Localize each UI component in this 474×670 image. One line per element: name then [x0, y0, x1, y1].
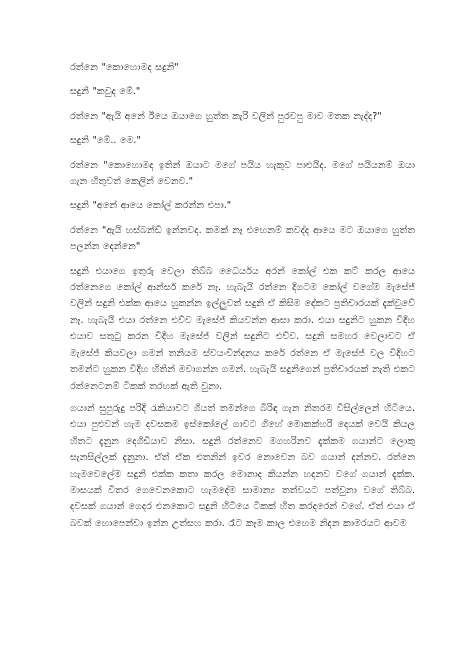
narrative-paragraph: සදුනි එයාගෙ ඉතුරු වෙලා තිබ්බ ධෛර්යය අරන් කෝල් එක කට් කරල ආයෙ රත්නෙගෙ කෝල් ආන්සර් කරේ නෑ. හැබැයි රත්නෙ දිගටම කෝල් වගේම මැසේජ් වලින් සදුනි එක්ක ආයෙ හුකන්න ඉල්ලුවත් සදුනි ඒ කිසිම දේකට ප්‍රතිචාරයක් දැක්වුවේ නෑ. හැබැයි එයා රත්නෙ එව්ව මැසේජ් කියවන්න ආසා කරා. එයා සදුනිට හුකන විදිහ එයාව සතුටු කරන විදිහ මැසේජ් වලින් සදුනිට එව්ව. සදුනි සමහර වෙලාවට ඒ මැසේජ් කියවලා ගමන් තනියම ස්වයංවින්දනය කරේ රත්නෙ ඒ මැසේජ් වල විදිහට තමන්ට හුකන විදිහ හිතින් මවාගන්න ගමන්. හැබැයි සදුනිගෙන් ප්‍රතිචාරයක් නැති එකට රත්නෙටනම් ටිකක් තරහක් ඇති වුනා. [70, 265, 415, 392]
dialogue-line: සදුනි "අනේ ආයෙ කෝල් කරන්න එපා." [70, 200, 232, 212]
document-page [70, 60, 415, 538]
dialogue-line: සදුනි "කවුද මේ." [70, 86, 141, 98]
dialogue-line: රත්නෙ "ඇයි හස්බන්ඩ් ඉන්නවද. කමක් නෑ එහෙනම් කවද්ද ආයෙ මට ඔයාගෙ හුත්ත පලන්න දෙන්නෙ" [70, 224, 415, 253]
dialogue-line: රත්නෙ "කොහොමද සදුනි" [70, 62, 179, 73]
narrative-paragraph: ගයාන් සුපුරුදු පරිදි රැකියාවට ගියත් තමන්ගෙ බිරිඳ ගැන නිතරම විසිල්ලෙන් හිටියෙ. එයා පුළුවන් හැම දවසකම ඉස්කෝලේ ගාවට ගිහේ මොකක්හරි දෙයක් වෙයි කියල හිතට දැනුන දෙගිඩියාව නිසා. සදුනි රත්නෙව මගහරිනව දැක්කම ගයාන්ට ලොකු සැනසිල්ලක් දැනුනා. ඒත් ඒක එතනින් ඉවර නොවෙන බව ගයාන් දන්නව. රත්නෙ හැමවෙලේම සදුනි එක්ක කතා කරල මොනාද කියන්න හදනව වගේ ගයාන් දැක්ක. මාසයක් විතර ගෙවෙනකොට හැමදේම සාමාන්‍ය තත්වයට පත්වුනා වගේ තිබ්බ. දවසක් ගයාන් ගෙදර එනකොට සදුනි හිටියෙ ටිකක් හිත කරදරෙන් වගේ. ඒත් එයා ඒ බවක් හොපෙන්වා ඉන්න උත්සහ කරා. රෑට කෑම කාල එහෙම නිදන කාමරයට ආවම [70, 402, 415, 529]
dialogue-line: රත්නෙ "ඇයි අනේ ඊයෙ ඔයාගෙ හුත්ත කැරි වලින් පුරවපු මාව මතක නැද්ද?" [70, 110, 382, 122]
dialogue-line: සදුනි "මේ.. මෙ." [70, 135, 141, 147]
dialogue-line: රත්නෙ "කොහොමද ඉතින් ඔයාට මගේ පයිය හැකුව පාළුයිද. මගේ පයියනම් ඔයා ගැන හිතුවත් කෙලින් වෙනව." [70, 159, 415, 188]
